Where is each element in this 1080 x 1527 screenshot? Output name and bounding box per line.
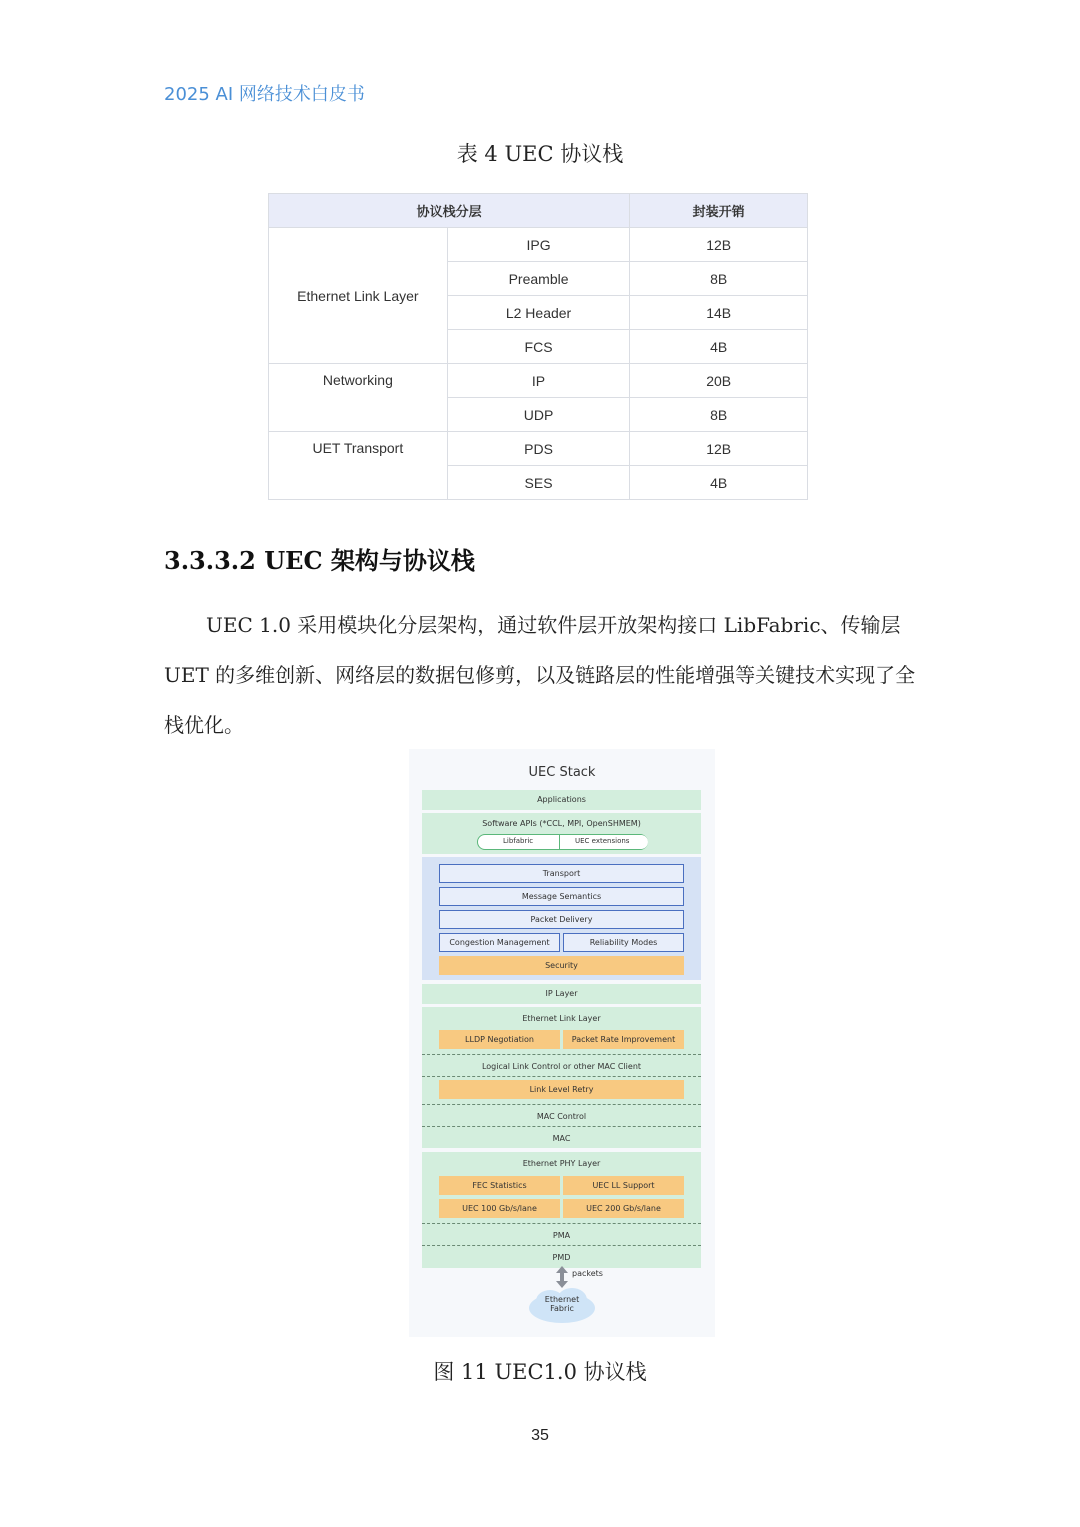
protocol-cell: PDS xyxy=(447,432,630,466)
link-level-retry-block: Link Level Retry xyxy=(439,1080,684,1099)
pmd-label: PMD xyxy=(552,1252,571,1262)
overhead-cell: 4B xyxy=(630,466,808,500)
logical-link-control-label: Logical Link Control or other MAC Client xyxy=(481,1061,642,1071)
layer-cell: Ethernet Link Layer xyxy=(269,228,448,364)
divider xyxy=(422,1076,701,1077)
protocol-stack-table xyxy=(268,193,808,500)
libfabric-label: Libfabric xyxy=(503,837,534,845)
overhead-cell: 8B xyxy=(630,398,808,432)
header-layer: 协议栈分层 xyxy=(269,194,630,228)
packet-rate-improvement-block: Packet Rate Improvement xyxy=(563,1030,684,1049)
lldp-negotiation-block: LLDP Negotiation xyxy=(439,1030,560,1049)
mac-label: MAC xyxy=(552,1133,571,1143)
ethernet-fabric-label xyxy=(526,1295,598,1313)
protocol-cell: IPG xyxy=(447,228,630,262)
figure-caption: 图 11 UEC1.0 协议栈 xyxy=(433,1360,647,1384)
bidirectional-arrow-icon xyxy=(555,1266,569,1288)
table-row xyxy=(269,432,808,466)
protocol-cell: SES xyxy=(447,466,630,500)
protocol-cell: UDP xyxy=(447,398,630,432)
table-caption: 表 4 UEC 协议栈 xyxy=(456,142,624,166)
ethernet-fabric-line2: Fabric xyxy=(550,1304,574,1313)
libfabric-pill xyxy=(477,834,648,850)
security-block: Security xyxy=(439,956,684,975)
layer-cell: Networking xyxy=(269,364,448,432)
layer-cell: UET Transport xyxy=(269,432,448,500)
protocol-cell: L2 Header xyxy=(447,296,630,330)
paragraph-text: UEC 1.0 采用模块化分层架构，通过软件层开放架构接口 LibFabric、传输层 UET 的多维创新、网络层的数据包修剪，以及链路层的性能增强等关键技术实现了全栈优化。 xyxy=(164,613,916,737)
divider xyxy=(422,1126,701,1127)
header-overhead: 封装开销 xyxy=(630,194,808,228)
software-apis-label: Software APIs (*CCL, MPI, OpenSHMEM) xyxy=(482,819,641,828)
uec-200-block: UEC 200 Gb/s/lane xyxy=(563,1199,684,1218)
ethernet-link-layer-label: Ethernet Link Layer xyxy=(522,1013,601,1023)
uec-ll-support-block: UEC LL Support xyxy=(563,1176,684,1195)
table-header-row xyxy=(269,194,808,228)
overhead-cell: 20B xyxy=(630,364,808,398)
document-header: 2025 AI 网络技术白皮书 xyxy=(164,84,365,105)
divider xyxy=(422,1104,701,1105)
packets-label: packets xyxy=(572,1269,603,1278)
overhead-cell: 12B xyxy=(630,228,808,262)
protocol-cell: Preamble xyxy=(447,262,630,296)
figure-title: UEC Stack xyxy=(528,765,596,780)
packet-delivery-block: Packet Delivery xyxy=(439,910,684,929)
overhead-cell: 12B xyxy=(630,432,808,466)
divider xyxy=(422,1245,701,1246)
ethernet-phy-layer-label: Ethernet PHY Layer xyxy=(522,1158,601,1168)
uec-stack-figure xyxy=(409,749,715,1337)
uec-100-block: UEC 100 Gb/s/lane xyxy=(439,1199,560,1218)
applications-layer: Applications xyxy=(422,790,701,810)
divider xyxy=(422,1054,701,1055)
congestion-management-block: Congestion Management xyxy=(439,933,560,952)
ip-layer: IP Layer xyxy=(422,984,701,1004)
overhead-cell: 14B xyxy=(630,296,808,330)
uec-extensions-label: UEC extensions xyxy=(575,837,630,845)
ethernet-fabric-line1: Ethernet xyxy=(544,1295,580,1304)
body-paragraph xyxy=(164,600,916,750)
fec-statistics-block: FEC Statistics xyxy=(439,1176,560,1195)
page-number: 35 xyxy=(531,1427,549,1444)
protocol-cell: FCS xyxy=(447,330,630,364)
transport-block: Transport xyxy=(439,864,684,883)
protocol-cell: IP xyxy=(447,364,630,398)
reliability-modes-block: Reliability Modes xyxy=(563,933,684,952)
table-row xyxy=(269,364,808,398)
overhead-cell: 4B xyxy=(630,330,808,364)
overhead-cell: 8B xyxy=(630,262,808,296)
divider xyxy=(422,1223,701,1224)
table-row xyxy=(269,228,808,262)
pma-label: PMA xyxy=(552,1230,571,1240)
mac-control-label: MAC Control xyxy=(536,1111,587,1121)
section-title: 3.3.3.2 UEC 架构与协议栈 xyxy=(164,546,475,575)
message-semantics-block: Message Semantics xyxy=(439,887,684,906)
